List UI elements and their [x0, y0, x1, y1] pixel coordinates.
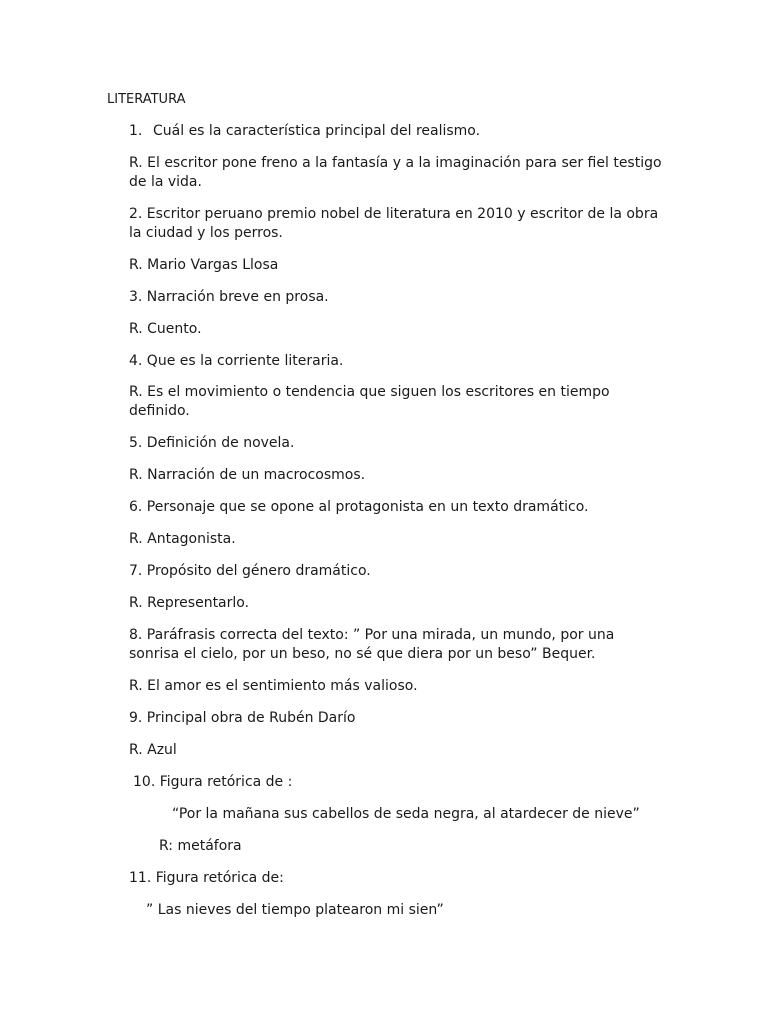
answer-4: R. Es el movimiento o tendencia que siguen los escritores en tiempo definido.: [129, 384, 610, 419]
answer-6: R. Antagonista.: [129, 531, 236, 547]
question-10-quote: “Por la mañana sus cabellos de seda negra, al atardecer de nieve”: [172, 806, 640, 822]
question-6: 6. Personaje que se opone al protagonista en un texto dramático.: [129, 499, 589, 515]
answer-1: R. El escritor pone freno a la fantasía y a la imaginación para ser fiel testigo de la vida.: [129, 155, 662, 190]
question-2: 2. Escritor peruano premio nobel de literatura en 2010 y escritor de la obra la ciudad y los perros.: [129, 206, 659, 241]
question-10: 10. Figura retórica de :: [133, 774, 293, 790]
question-4: 4. Que es la corriente literaria.: [129, 353, 344, 369]
question-1-text: Cuál es la característica principal del realismo.: [153, 123, 481, 139]
answer-10: R: metáfora: [159, 838, 242, 854]
question-11: 11. Figura retórica de:: [129, 870, 284, 886]
answer-7: R. Representarlo.: [129, 595, 250, 611]
question-8: 8. Paráfrasis correcta del texto: ” Por una mirada, un mundo, por una sonrisa el cielo, por un beso, no sé que diera por un beso” Bequer.: [129, 627, 615, 662]
question-9: 9. Principal obra de Rubén Darío: [129, 710, 356, 726]
answer-5: R. Narración de un macrocosmos.: [129, 467, 366, 483]
question-11-quote: ” Las nieves del tiempo platearon mi sien”: [146, 902, 444, 918]
answer-3: R. Cuento.: [129, 321, 202, 337]
question-3: 3. Narración breve en prosa.: [129, 289, 329, 305]
question-1-number: 1.: [129, 123, 143, 139]
question-7: 7. Propósito del género dramático.: [129, 563, 371, 579]
document-heading: LITERATURA: [107, 92, 186, 107]
answer-9: R. Azul: [129, 742, 177, 758]
answer-2: R. Mario Vargas Llosa: [129, 257, 279, 273]
answer-8: R. El amor es el sentimiento más valioso.: [129, 678, 418, 694]
question-5: 5. Definición de novela.: [129, 435, 295, 451]
question-1: [129, 122, 669, 141]
